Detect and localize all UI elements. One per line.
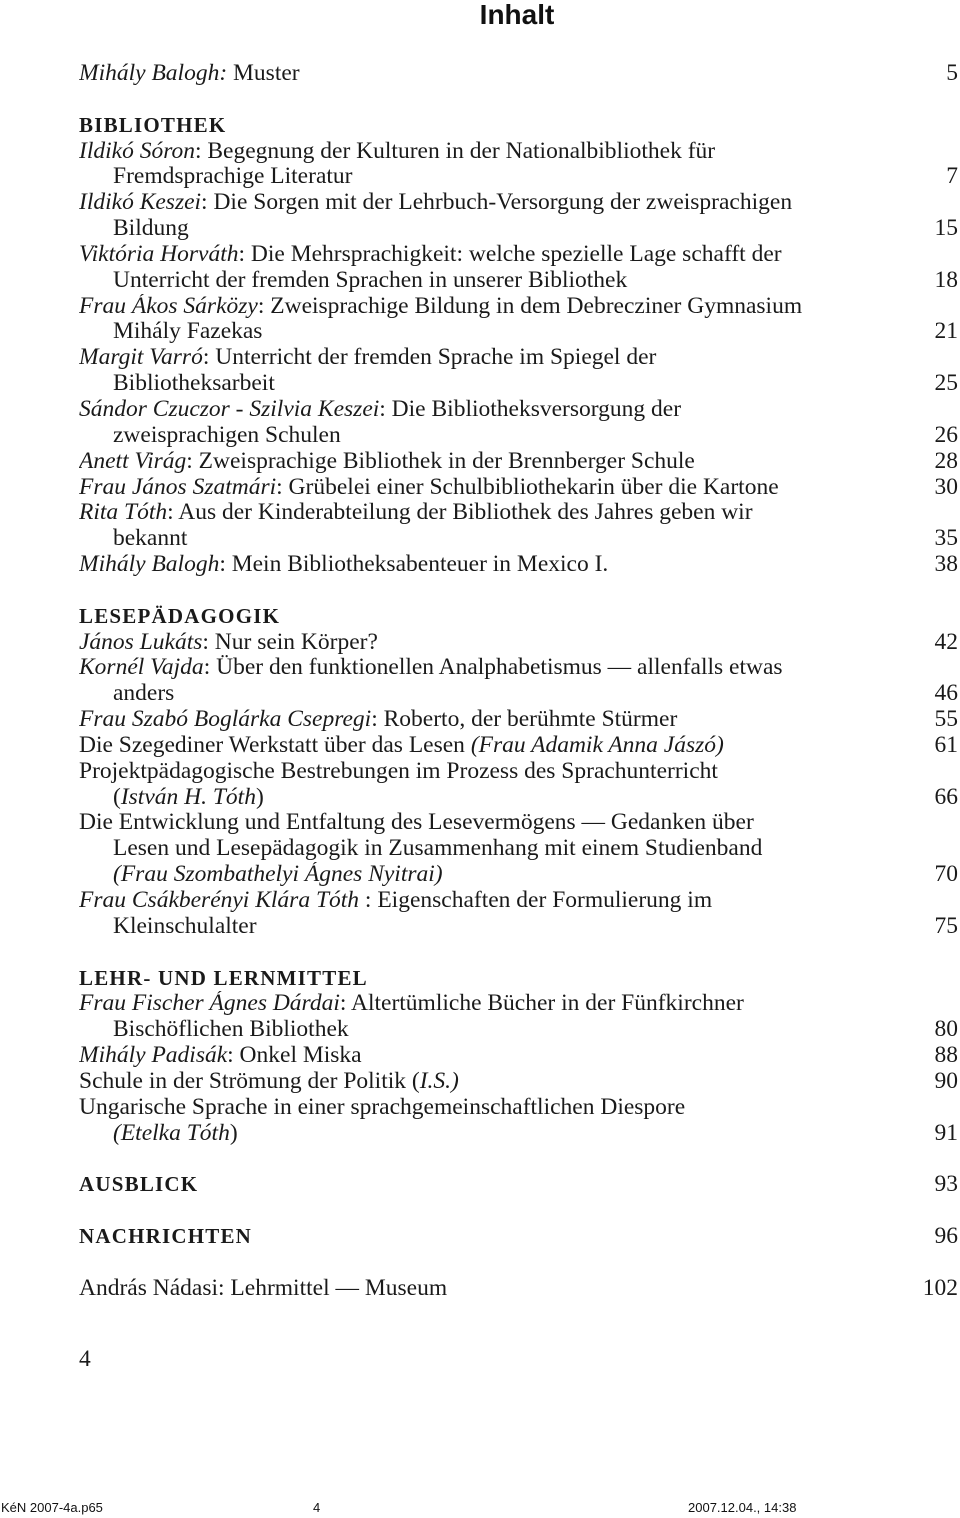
toc-entry-line <box>79 914 958 940</box>
toc-entry-line <box>79 862 958 888</box>
toc-entry-text <box>79 190 958 216</box>
entry-title-text: : Roberto, der berühmte Stürmer <box>371 707 678 733</box>
toc-entry <box>79 449 958 475</box>
entry-title-text: Schule in der Strömung der Politik ( <box>79 1068 420 1094</box>
page-ref: 102 <box>922 1274 958 1301</box>
page-ref: 26 <box>934 421 958 448</box>
entry-title-text: : Aus der Kinderabteilung der Bibliothek des Jahres geben wir <box>167 500 753 526</box>
author-or-credit: Anett Virág <box>79 448 187 474</box>
entry-title-text: : Die Mehrsprachigkeit: welche spezielle Lage schafft der <box>238 241 782 267</box>
author-or-credit: (Etelka Tóth <box>113 1120 230 1146</box>
toc-entry-line <box>79 759 958 785</box>
toc-entry <box>79 1095 958 1147</box>
toc-entry-text <box>79 914 923 940</box>
page-ref: 75 <box>934 912 958 939</box>
toc-entry-text <box>79 1017 923 1043</box>
entry-title-text: : Begegnung der Kulturen in der Nationalbibliothek für <box>194 138 716 164</box>
entry-title-text: : Die Sorgen mit der Lehrbuch-Versorgung der zweisprachigen <box>201 190 793 216</box>
toc-entry-line <box>79 216 958 242</box>
toc-entry-line <box>79 1043 958 1069</box>
entry-title-text: ) <box>255 784 264 810</box>
toc-entry-line <box>79 423 958 449</box>
page-ref: 46 <box>934 680 958 707</box>
toc-entry-line <box>79 319 958 345</box>
toc-entry-text <box>79 888 958 914</box>
toc-entry-line <box>79 630 958 656</box>
toc-entry <box>79 294 958 346</box>
page-ref: 30 <box>934 473 958 500</box>
entry-title-text: : Unterricht der fremden Sprache im Spiegel der <box>202 345 657 371</box>
section-heading-row <box>79 966 958 992</box>
page-ref: 25 <box>934 370 958 397</box>
page-title: Inhalt <box>479 0 555 30</box>
entry-title-text: bekannt <box>113 526 188 552</box>
toc-entry <box>79 888 958 940</box>
toc-entry-line <box>79 1095 958 1121</box>
page-ref: 42 <box>934 628 958 655</box>
table-of-contents <box>79 61 958 1302</box>
toc-entry-line <box>79 139 958 165</box>
toc-entry <box>79 1069 958 1095</box>
author-or-credit: Mihály Balogh: <box>79 61 228 86</box>
page-ref: 70 <box>934 861 958 888</box>
entry-title-text: Die Szegediner Werkstatt über das Lesen <box>79 732 471 758</box>
author-or-credit: Frau Ákos Sárközy <box>79 293 258 319</box>
toc-entry-text <box>79 371 923 397</box>
author-or-credit: István H. Tóth <box>120 784 256 810</box>
print-slug-page: 4 <box>313 1500 321 1515</box>
toc-entry-text <box>79 655 958 681</box>
toc-entry <box>79 500 958 552</box>
toc-entry-text <box>79 139 958 165</box>
section-heading-row <box>79 113 958 139</box>
author-or-credit: Kornél Vajda <box>79 655 204 681</box>
toc-entry-text <box>79 733 923 759</box>
toc-entry <box>79 1276 958 1302</box>
toc-entry-line <box>79 371 958 397</box>
blank-line <box>79 578 958 604</box>
entry-title-text: ) <box>229 1120 238 1146</box>
toc-entry-line <box>79 991 958 1017</box>
entry-title-text: : Die Bibliotheksversorgung der <box>379 396 682 422</box>
toc-entry-line <box>79 164 958 190</box>
section-heading: LEHR- UND LERNMITTEL <box>79 965 368 990</box>
section-heading: LESEPÄDAGOGIK <box>79 603 281 628</box>
entry-title-text: Kleinschulalter <box>113 913 257 939</box>
blank-line <box>79 1250 958 1276</box>
print-slug-date: 2007.12.04., 14:38 <box>688 1500 797 1515</box>
page-ref: 96 <box>934 1222 958 1249</box>
page-ref: 28 <box>934 447 958 474</box>
entry-title-text: Unterricht der fremden Sprachen in unserer Bibliothek <box>113 267 628 293</box>
blank-line <box>79 1198 958 1224</box>
toc-entry-line <box>79 61 958 87</box>
entry-title-text: : Eigenschaften der Formulierung im <box>359 888 713 913</box>
author-or-credit: Rita Tóth <box>79 500 168 526</box>
page-ref: 55 <box>934 706 958 733</box>
toc-entry <box>79 810 958 888</box>
toc-entry-text <box>79 1043 923 1069</box>
page-ref: 93 <box>934 1171 958 1198</box>
section-heading: BIBLIOTHEK <box>79 112 227 137</box>
page-ref: 90 <box>934 1067 958 1094</box>
toc-entry-line <box>79 294 958 320</box>
blank-line <box>79 940 958 966</box>
toc-entry-text <box>79 1121 923 1147</box>
page-ref: 21 <box>934 318 958 345</box>
entry-title-text: Mihály Fazekas <box>113 319 263 345</box>
page-ref: 18 <box>934 266 958 293</box>
author-or-credit: Margit Varró <box>79 345 203 371</box>
entry-title-text: Projektpädagogische Bestrebungen im Prozess des Sprachunterricht <box>79 758 718 784</box>
toc-entry <box>79 630 958 656</box>
author-or-credit: Frau Csákberényi Klára Tóth <box>79 888 360 913</box>
toc-entry-line <box>79 836 958 862</box>
section-heading: NACHRICHTEN <box>79 1223 253 1248</box>
author-or-credit: Ildikó Keszei <box>79 190 202 216</box>
toc-entry-text <box>79 681 923 707</box>
toc-entry-line <box>79 1276 958 1302</box>
author-or-credit: Ildikó Sóron <box>79 138 195 164</box>
page-ref: 80 <box>934 1016 958 1043</box>
page-ref: 91 <box>934 1119 958 1146</box>
entry-title-text: : Über den funktionellen Analphabetismus — allenfalls etwas <box>203 655 783 681</box>
toc-entry <box>79 242 958 294</box>
toc-entry-line <box>79 1017 958 1043</box>
toc-entry-text <box>79 810 958 836</box>
toc-entry-line <box>79 526 958 552</box>
entry-title-text: : Grübelei einer Schulbibliothekarin über die Kartone <box>276 474 779 500</box>
author-or-credit: I.S.) <box>419 1068 459 1094</box>
page-number-footer: 4 <box>79 1346 91 1372</box>
toc-entry-text <box>79 216 923 242</box>
toc-entry-text <box>79 707 923 733</box>
toc-entry-text <box>79 630 923 656</box>
entry-title-text: : Mein Bibliotheksabenteuer in Mexico I. <box>219 552 609 578</box>
page-ref: 7 <box>946 163 958 190</box>
author-or-credit: (Frau Szombathelyi Ágnes Nyitrai) <box>113 862 443 888</box>
entry-title-text: Lesen und Lesepädagogik in Zusammenhang mit einem Studienband <box>113 836 763 862</box>
author-or-credit: Mihály Padisák <box>79 1043 228 1069</box>
toc-entry-line <box>79 1121 958 1147</box>
toc-entry-line <box>79 449 958 475</box>
toc-entry-line <box>79 655 958 681</box>
entry-title-text: : Nur sein Körper? <box>202 629 378 655</box>
toc-entry-text <box>79 862 923 888</box>
entry-title-text: : Zweisprachige Bibliothek in der Brennberger Schule <box>186 448 695 474</box>
section-heading: AUSBLICK <box>79 1172 199 1197</box>
toc-entry-text <box>79 397 958 423</box>
entry-title-text: Bildung <box>113 216 189 242</box>
toc-entry <box>79 475 958 501</box>
toc-entry-line <box>79 268 958 294</box>
toc-entry-line <box>79 785 958 811</box>
toc-entry-line <box>79 397 958 423</box>
toc-entry-line <box>79 733 958 759</box>
toc-entry-text <box>79 785 923 811</box>
toc-entry-text <box>79 500 958 526</box>
toc-entry-line <box>79 345 958 371</box>
toc-entry <box>79 759 958 811</box>
entry-title-text: : Zweisprachige Bildung in dem Debrecziner Gymnasium <box>257 293 803 319</box>
section-heading-row <box>79 1172 958 1198</box>
entry-title-text: ( <box>113 784 121 810</box>
toc-entry <box>79 1043 958 1069</box>
author-or-credit: Frau János Szatmári <box>79 474 277 500</box>
toc-entry-line <box>79 500 958 526</box>
toc-entry-text <box>79 475 923 501</box>
toc-entry-line <box>79 707 958 733</box>
toc-entry-text <box>79 449 923 475</box>
toc-entry <box>79 397 958 449</box>
toc-entry-text <box>79 319 923 345</box>
toc-entry-line <box>79 190 958 216</box>
toc-entry <box>79 733 958 759</box>
toc-entry <box>79 655 958 707</box>
toc-entry-text <box>79 759 958 785</box>
toc-entry <box>79 552 958 578</box>
author-or-credit: Viktória Horváth <box>79 241 239 267</box>
toc-entry-text <box>79 1276 911 1302</box>
toc-entry <box>79 991 958 1043</box>
toc-entry <box>79 61 958 87</box>
toc-entry <box>79 190 958 242</box>
toc-entry-line <box>79 552 958 578</box>
page-ref: 88 <box>934 1042 958 1069</box>
author-or-credit: Mihály Balogh <box>79 552 220 578</box>
entry-title-text: András Nádasi: Lehrmittel — Museum <box>79 1275 448 1301</box>
print-slug <box>0 1499 960 1517</box>
entry-title-text: Bibliotheksarbeit <box>113 371 275 397</box>
entry-title-text: Fremdsprachige Literatur <box>113 164 353 190</box>
author-or-credit: Frau Szabó Boglárka Csepregi <box>79 707 372 733</box>
toc-entry-text <box>79 268 923 294</box>
entry-title-text: Muster <box>227 61 300 86</box>
author-or-credit: (Frau Adamik Anna Jászó) <box>470 732 724 758</box>
toc-entry-line <box>79 475 958 501</box>
entry-title-text: Bischöflichen Bibliothek <box>113 1017 349 1043</box>
entry-title-text: zweisprachigen Schulen <box>113 422 341 448</box>
entry-title-text: anders <box>113 681 175 707</box>
page-ref: 61 <box>934 731 958 758</box>
entry-title-text: : Onkel Miska <box>227 1043 362 1069</box>
entry-title-text: Die Entwicklung und Entfaltung des Lesevermögens — Gedanken über <box>79 810 754 836</box>
author-or-credit: János Lukáts <box>79 629 203 655</box>
page-ref: 35 <box>934 525 958 552</box>
blank-line <box>79 1146 958 1172</box>
toc-entry-line <box>79 810 958 836</box>
page-ref: 66 <box>934 783 958 810</box>
page-ref: 38 <box>934 551 958 578</box>
print-slug-file: KéN 2007-4a.p65 <box>1 1500 103 1515</box>
section-heading-row <box>79 604 958 630</box>
toc-entry-text <box>79 164 934 190</box>
toc-entry-text <box>79 552 923 578</box>
toc-entry-text <box>79 423 923 449</box>
toc-entry <box>79 345 958 397</box>
toc-entry-line <box>79 1069 958 1095</box>
toc-entry-line <box>79 681 958 707</box>
entry-title-text: : Altertümliche Bücher in der Fünfkirchner <box>339 991 744 1017</box>
toc-entry-text <box>79 1095 958 1121</box>
section-heading-row <box>79 1224 958 1250</box>
entry-title-text: Ungarische Sprache in einer sprachgemeinschaftlichen Diespore <box>79 1094 686 1120</box>
toc-entry-text <box>79 294 958 320</box>
toc-entry <box>79 139 958 191</box>
toc-entry-text <box>79 1069 923 1095</box>
page-ref: 5 <box>946 60 958 86</box>
toc-entry-text <box>79 242 958 268</box>
page-ref: 15 <box>934 215 958 242</box>
toc-entry-text <box>79 991 958 1017</box>
toc-entry <box>79 707 958 733</box>
toc-entry-text <box>79 345 958 371</box>
author-or-credit: Frau Fischer Ágnes Dárdai <box>79 991 340 1017</box>
blank-line <box>79 87 958 113</box>
author-or-credit: Sándor Czuczor - Szilvia Keszei <box>79 396 380 422</box>
toc-entry-line <box>79 888 958 914</box>
toc-entry-line <box>79 242 958 268</box>
toc-entry-text <box>79 526 923 552</box>
toc-entry-text <box>79 836 958 862</box>
toc-entry-text <box>79 61 934 87</box>
